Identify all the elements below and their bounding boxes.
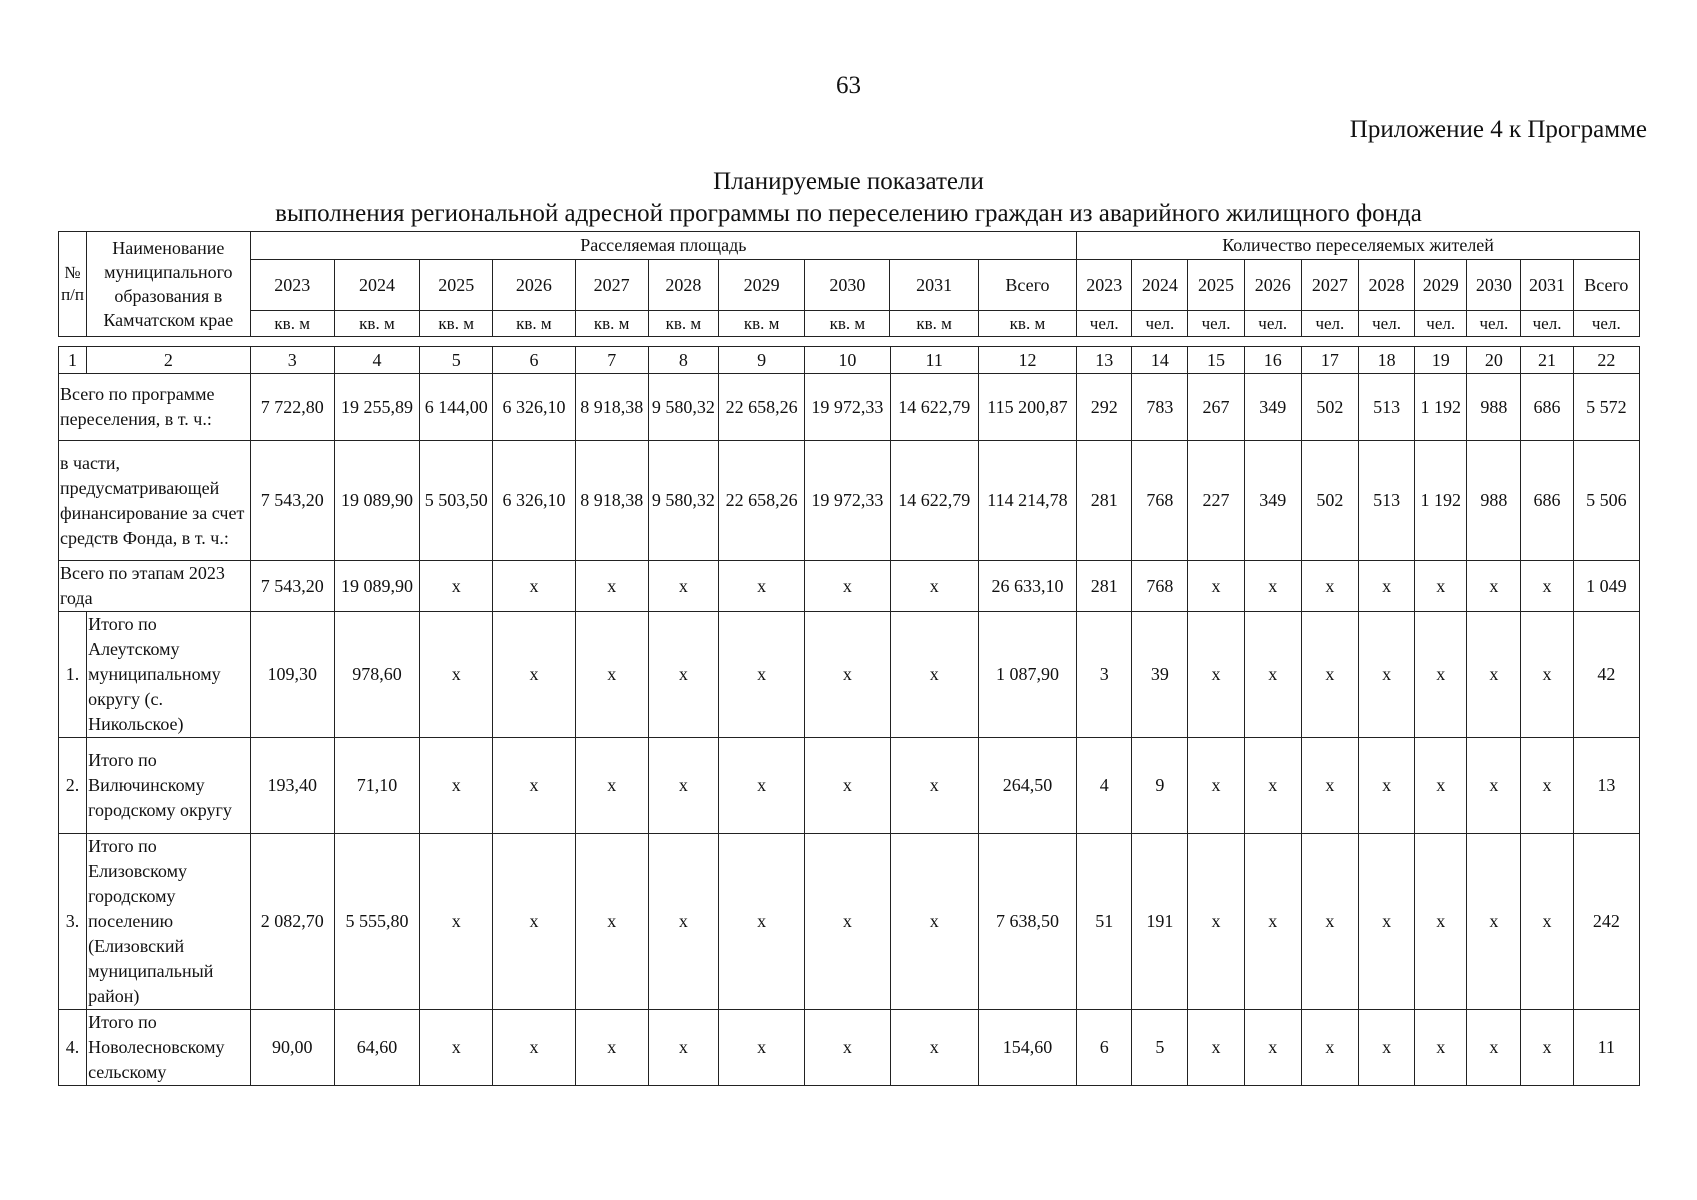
area-value-cell: 5 503,50 (420, 441, 493, 561)
area-value-cell: x (805, 561, 890, 612)
area-value-cell: x (648, 561, 718, 612)
people-value-cell: x (1415, 738, 1467, 834)
area-value-cell: 114 214,78 (978, 441, 1076, 561)
table-row (59, 612, 1640, 738)
area-value-cell: 9 580,32 (648, 374, 718, 441)
people-value-cell: 191 (1132, 834, 1188, 1010)
column-number: 16 (1244, 347, 1301, 374)
people-value-cell: 502 (1301, 374, 1358, 441)
column-number: 14 (1132, 347, 1188, 374)
area-value-cell: 109,30 (250, 612, 334, 738)
people-value-cell: x (1467, 1010, 1521, 1086)
area-value-cell: 8 918,38 (575, 374, 648, 441)
column-number: 6 (493, 347, 575, 374)
people-value-cell: 686 (1521, 374, 1573, 441)
people-year-header: 2028 (1358, 260, 1414, 311)
people-value-cell: 513 (1358, 441, 1414, 561)
people-value-cell: x (1188, 834, 1244, 1010)
people-value-cell: 242 (1573, 834, 1639, 1010)
row-name-cell: Итого по Вилючинскому городскому округу (87, 738, 251, 834)
header-table (58, 231, 1640, 337)
summary-row (59, 561, 1640, 612)
area-value-cell: x (575, 1010, 648, 1086)
area-value-cell: x (493, 834, 575, 1010)
area-unit-header: кв. м (250, 311, 334, 337)
row-name-cell: в части, предусматривающей финансирование за счет средств Фонда, в т. ч.: (59, 441, 251, 561)
people-value-cell: 3 (1077, 612, 1132, 738)
table-row (59, 834, 1640, 1010)
people-value-cell: 51 (1077, 834, 1132, 1010)
summary-row (59, 441, 1640, 561)
people-unit-header: чел. (1573, 311, 1639, 337)
people-value-cell: x (1358, 1010, 1414, 1086)
area-value-cell: x (890, 834, 978, 1010)
area-year-header: 2029 (718, 260, 804, 311)
people-value-cell: x (1467, 612, 1521, 738)
area-value-cell: 7 638,50 (978, 834, 1076, 1010)
column-number: 19 (1415, 347, 1467, 374)
area-value-cell: x (890, 561, 978, 612)
area-value-cell: 5 555,80 (334, 834, 419, 1010)
people-unit-header: чел. (1301, 311, 1358, 337)
row-name-cell: Всего по программе переселения, в т. ч.: (59, 374, 251, 441)
people-value-cell: x (1521, 561, 1573, 612)
people-unit-header: чел. (1521, 311, 1573, 337)
people-value-cell: 4 (1077, 738, 1132, 834)
people-value-cell: x (1521, 1010, 1573, 1086)
people-unit-header: чел. (1188, 311, 1244, 337)
people-value-cell: x (1521, 612, 1573, 738)
people-unit-header: чел. (1244, 311, 1301, 337)
row-number-cell: 2. (59, 738, 87, 834)
area-unit-header: кв. м (718, 311, 804, 337)
people-value-cell: x (1467, 738, 1521, 834)
people-value-cell: 281 (1077, 561, 1132, 612)
people-value-cell: 5 572 (1573, 374, 1639, 441)
area-value-cell: x (575, 834, 648, 1010)
column-number: 4 (334, 347, 419, 374)
people-value-cell: x (1301, 561, 1358, 612)
people-value-cell: x (1244, 834, 1301, 1010)
column-number: 18 (1358, 347, 1414, 374)
people-group-header: Количество переселяемых жителей (1077, 232, 1640, 260)
column-number: 17 (1301, 347, 1358, 374)
area-value-cell: 7 543,20 (250, 561, 334, 612)
area-value-cell: 19 972,33 (805, 441, 890, 561)
area-value-cell: x (890, 1010, 978, 1086)
area-unit-header: кв. м (978, 311, 1076, 337)
people-value-cell: x (1415, 1010, 1467, 1086)
people-value-cell: 783 (1132, 374, 1188, 441)
people-value-cell: 1 192 (1415, 374, 1467, 441)
area-value-cell: 154,60 (978, 1010, 1076, 1086)
people-year-header: 2029 (1415, 260, 1467, 311)
area-value-cell: x (575, 561, 648, 612)
area-value-cell: 978,60 (334, 612, 419, 738)
people-value-cell: 988 (1467, 441, 1521, 561)
table-row (59, 738, 1640, 834)
area-value-cell: x (493, 1010, 575, 1086)
people-year-header: 2027 (1301, 260, 1358, 311)
people-value-cell: 1 049 (1573, 561, 1639, 612)
area-value-cell: 6 326,10 (493, 441, 575, 561)
area-value-cell: x (719, 738, 805, 834)
people-value-cell: 227 (1188, 441, 1244, 561)
area-year-header: 2028 (648, 260, 718, 311)
area-value-cell: 19 089,90 (334, 561, 419, 612)
area-value-cell: x (805, 738, 890, 834)
people-value-cell: x (1358, 834, 1414, 1010)
area-unit-header: кв. м (420, 311, 493, 337)
area-value-cell: x (493, 612, 575, 738)
row-name-cell: Всего по этапам 2023 года (59, 561, 251, 612)
row-number-cell: 3. (59, 834, 87, 1010)
area-unit-header: кв. м (493, 311, 575, 337)
page-number: 63 (836, 72, 861, 99)
num-column-header: № п/п (59, 232, 87, 337)
area-value-cell: x (719, 612, 805, 738)
area-value-cell: 1 087,90 (978, 612, 1076, 738)
area-value-cell: x (420, 561, 493, 612)
column-number: 13 (1077, 347, 1132, 374)
people-value-cell: x (1358, 612, 1414, 738)
area-value-cell: x (420, 738, 493, 834)
area-value-cell: 14 622,79 (890, 441, 978, 561)
area-unit-header: кв. м (805, 311, 890, 337)
area-year-header: 2026 (493, 260, 575, 311)
name-column-header: Наименование муниципального образования в Камчатском крае (87, 232, 251, 337)
area-year-header: 2024 (334, 260, 419, 311)
area-value-cell: x (648, 834, 718, 1010)
area-value-cell: 90,00 (250, 1010, 334, 1086)
people-year-header: Всего (1573, 260, 1639, 311)
area-value-cell: x (493, 561, 575, 612)
area-value-cell: x (420, 612, 493, 738)
row-name-cell: Итого по Алеутскому муниципальному округу (с. Никольское) (87, 612, 251, 738)
area-value-cell: 22 658,26 (719, 374, 805, 441)
area-year-header: 2023 (250, 260, 334, 311)
people-value-cell: 768 (1132, 561, 1188, 612)
area-value-cell: 7 722,80 (250, 374, 334, 441)
people-value-cell: x (1244, 1010, 1301, 1086)
area-value-cell: x (648, 738, 718, 834)
people-value-cell: 5 506 (1573, 441, 1639, 561)
area-value-cell: x (805, 1010, 890, 1086)
row-name-cell: Итого по Елизовскому городскому поселению (Елизовский муниципальный район) (87, 834, 251, 1010)
area-group-header: Расселяемая площадь (250, 232, 1077, 260)
people-value-cell: x (1188, 1010, 1244, 1086)
people-unit-header: чел. (1358, 311, 1414, 337)
column-number: 1 (59, 347, 87, 374)
area-value-cell: x (890, 612, 978, 738)
area-value-cell: 19 972,33 (805, 374, 890, 441)
people-value-cell: 9 (1132, 738, 1188, 834)
people-value-cell: 42 (1573, 612, 1639, 738)
people-value-cell: 988 (1467, 374, 1521, 441)
column-number: 15 (1188, 347, 1244, 374)
people-value-cell: x (1188, 561, 1244, 612)
people-value-cell: x (1301, 1010, 1358, 1086)
area-year-header: 2027 (575, 260, 648, 311)
row-name-cell: Итого по Новолесновскому сельскому (87, 1010, 251, 1086)
area-value-cell: 14 622,79 (890, 374, 978, 441)
column-number: 11 (890, 347, 978, 374)
column-number: 22 (1573, 347, 1639, 374)
people-value-cell: 267 (1188, 374, 1244, 441)
document-title: Планируемые показатели (713, 168, 984, 195)
appendix-label: Приложение 4 к Программе (1349, 116, 1647, 143)
people-value-cell: 292 (1077, 374, 1132, 441)
people-value-cell: x (1358, 561, 1414, 612)
area-value-cell: 9 580,32 (648, 441, 718, 561)
column-number: 20 (1467, 347, 1521, 374)
area-value-cell: 19 089,90 (334, 441, 419, 561)
people-value-cell: 513 (1358, 374, 1414, 441)
area-value-cell: 6 144,00 (420, 374, 493, 441)
column-number: 10 (805, 347, 890, 374)
area-value-cell: x (420, 834, 493, 1010)
area-value-cell: x (890, 738, 978, 834)
people-value-cell: 686 (1521, 441, 1573, 561)
area-value-cell: 115 200,87 (978, 374, 1076, 441)
people-value-cell: x (1244, 738, 1301, 834)
area-value-cell: x (805, 612, 890, 738)
area-value-cell: x (575, 738, 648, 834)
people-year-header: 2023 (1077, 260, 1132, 311)
area-year-header: 2031 (890, 260, 978, 311)
area-value-cell: 6 326,10 (493, 374, 575, 441)
area-value-cell: 193,40 (250, 738, 334, 834)
people-value-cell: 11 (1573, 1010, 1639, 1086)
area-value-cell: 64,60 (334, 1010, 419, 1086)
column-number: 5 (420, 347, 493, 374)
people-year-header: 2024 (1132, 260, 1188, 311)
people-value-cell: 39 (1132, 612, 1188, 738)
table-row (59, 1010, 1640, 1086)
area-value-cell: 19 255,89 (334, 374, 419, 441)
area-value-cell: 2 082,70 (250, 834, 334, 1010)
people-year-header: 2026 (1244, 260, 1301, 311)
people-value-cell: x (1358, 738, 1414, 834)
column-number: 21 (1521, 347, 1573, 374)
area-year-header: 2030 (805, 260, 890, 311)
document-subtitle: выполнения региональной адресной программы по переселению граждан из аварийного жилищного фонда (275, 200, 1422, 227)
row-number-cell: 4. (59, 1010, 87, 1086)
people-unit-header: чел. (1132, 311, 1188, 337)
people-value-cell: 768 (1132, 441, 1188, 561)
people-value-cell: x (1188, 738, 1244, 834)
people-value-cell: x (1415, 612, 1467, 738)
people-value-cell: 281 (1077, 441, 1132, 561)
column-number: 7 (575, 347, 648, 374)
area-unit-header: кв. м (575, 311, 648, 337)
summary-row (59, 374, 1640, 441)
people-year-header: 2025 (1188, 260, 1244, 311)
area-value-cell: x (575, 612, 648, 738)
area-value-cell: x (648, 612, 718, 738)
area-value-cell: 26 633,10 (978, 561, 1076, 612)
people-year-header: 2031 (1521, 260, 1573, 311)
people-year-header: 2030 (1467, 260, 1521, 311)
area-value-cell: x (493, 738, 575, 834)
people-value-cell: x (1244, 561, 1301, 612)
row-number-cell: 1. (59, 612, 87, 738)
people-value-cell: x (1467, 561, 1521, 612)
people-value-cell: x (1467, 834, 1521, 1010)
people-value-cell: x (1244, 612, 1301, 738)
people-value-cell: x (1301, 738, 1358, 834)
people-value-cell: 349 (1244, 374, 1301, 441)
area-unit-header: кв. м (334, 311, 419, 337)
people-value-cell: x (1188, 612, 1244, 738)
column-number: 3 (250, 347, 334, 374)
people-value-cell: 13 (1573, 738, 1639, 834)
people-value-cell: 349 (1244, 441, 1301, 561)
area-value-cell: x (719, 561, 805, 612)
area-value-cell: x (719, 834, 805, 1010)
column-number: 12 (978, 347, 1076, 374)
column-number: 8 (648, 347, 718, 374)
area-value-cell: 7 543,20 (250, 441, 334, 561)
area-unit-header: кв. м (648, 311, 718, 337)
area-value-cell: x (805, 834, 890, 1010)
people-unit-header: чел. (1467, 311, 1521, 337)
people-value-cell: 1 192 (1415, 441, 1467, 561)
people-value-cell: x (1521, 738, 1573, 834)
area-year-header: Всего (978, 260, 1076, 311)
area-value-cell: 8 918,38 (575, 441, 648, 561)
area-unit-header: кв. м (890, 311, 978, 337)
area-year-header: 2025 (420, 260, 493, 311)
people-value-cell: x (1521, 834, 1573, 1010)
people-value-cell: 502 (1301, 441, 1358, 561)
people-value-cell: x (1301, 834, 1358, 1010)
people-unit-header: чел. (1415, 311, 1467, 337)
area-value-cell: 264,50 (978, 738, 1076, 834)
column-number: 2 (87, 347, 251, 374)
area-value-cell: x (719, 1010, 805, 1086)
area-value-cell: 71,10 (334, 738, 419, 834)
people-value-cell: 6 (1077, 1010, 1132, 1086)
column-number: 9 (719, 347, 805, 374)
data-table (58, 346, 1640, 1086)
people-value-cell: 5 (1132, 1010, 1188, 1086)
people-value-cell: x (1301, 612, 1358, 738)
people-unit-header: чел. (1077, 311, 1132, 337)
people-value-cell: x (1415, 834, 1467, 1010)
area-value-cell: x (648, 1010, 718, 1086)
people-value-cell: x (1415, 561, 1467, 612)
area-value-cell: x (420, 1010, 493, 1086)
area-value-cell: 22 658,26 (719, 441, 805, 561)
